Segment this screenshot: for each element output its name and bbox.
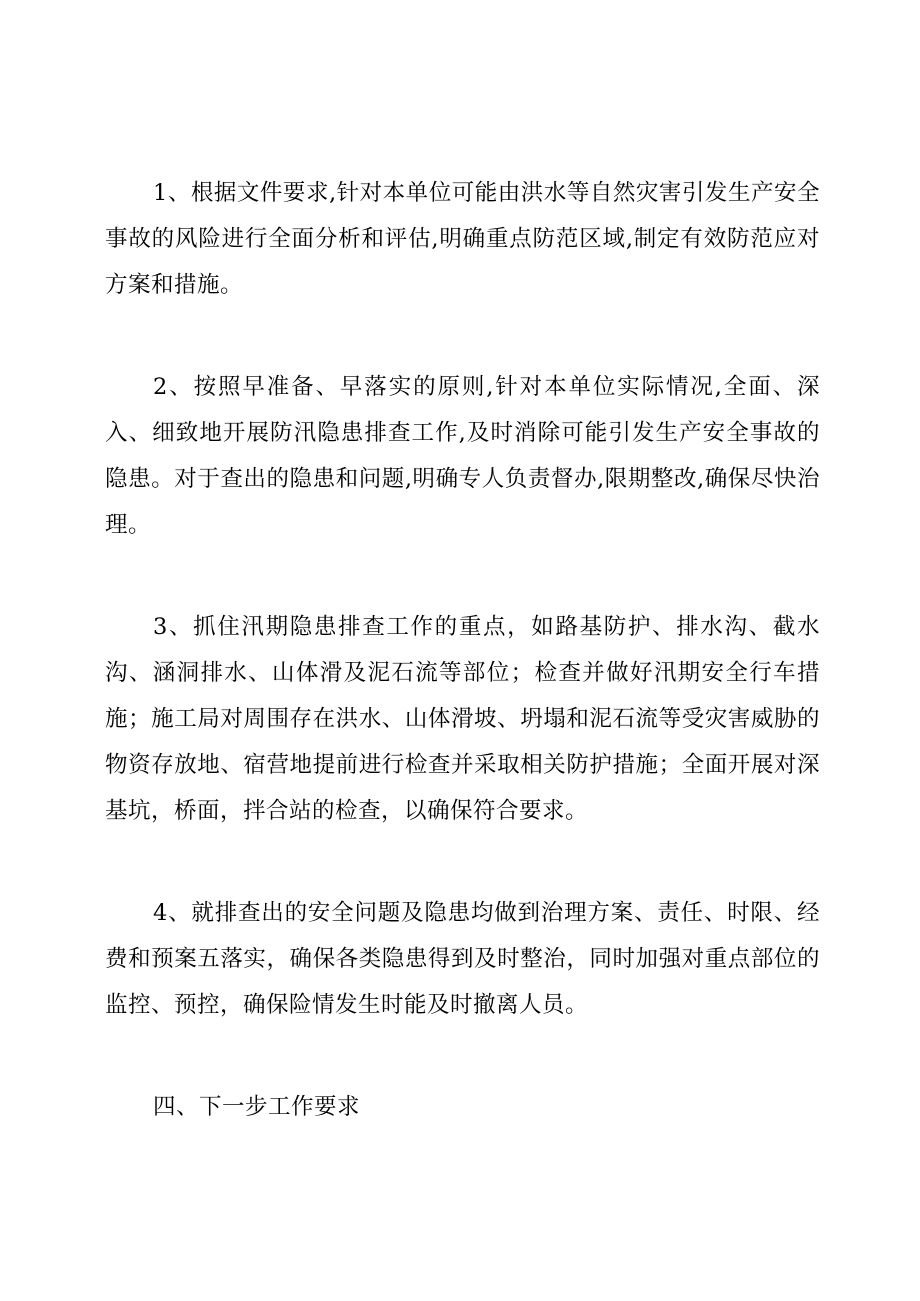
paragraph-4: 4、就排查出的安全问题及隐患均做到治理方案、责任、时限、经费和预案五落实，确保各类隐患得到及时整治，同时加强对重点部位的监控、预控，确保险情发生时能及时撤离人员。: [105, 900, 820, 1018]
paragraph-3: 3、抓住汛期隐患排查工作的重点，如路基防护、排水沟、截水沟、涵洞排水、山体滑及泥石流等部位；检查并做好汛期安全行车措施；施工局对周围存在洪水、山体滑坡、坍塌和泥石流等受灾害威胁的物资存放地、宿营地提前进行检查并采取相关防护措施；全面开展对深基坑，桥面，拌合站的检查，以确保符合要求。: [105, 614, 820, 824]
section-heading: 四、下一步工作要求: [153, 1094, 361, 1120]
paragraph-1: 1、根据文件要求,针对本单位可能由洪水等自然灾害引发生产安全事故的风险进行全面分析和评估,明确重点防范区域,制定有效防范应对方案和措施。: [105, 180, 820, 298]
paragraph-2: 2、按照早准备、早落实的原则,针对本单位实际情况,全面、深入、细致地开展防汛隐患排查工作,及时消除可能引发生产安全事故的隐患。对于查出的隐患和问题,明确专人负责督办,限期整改,确保尽快治理。: [105, 374, 820, 538]
document-body: [105, 170, 820, 1130]
